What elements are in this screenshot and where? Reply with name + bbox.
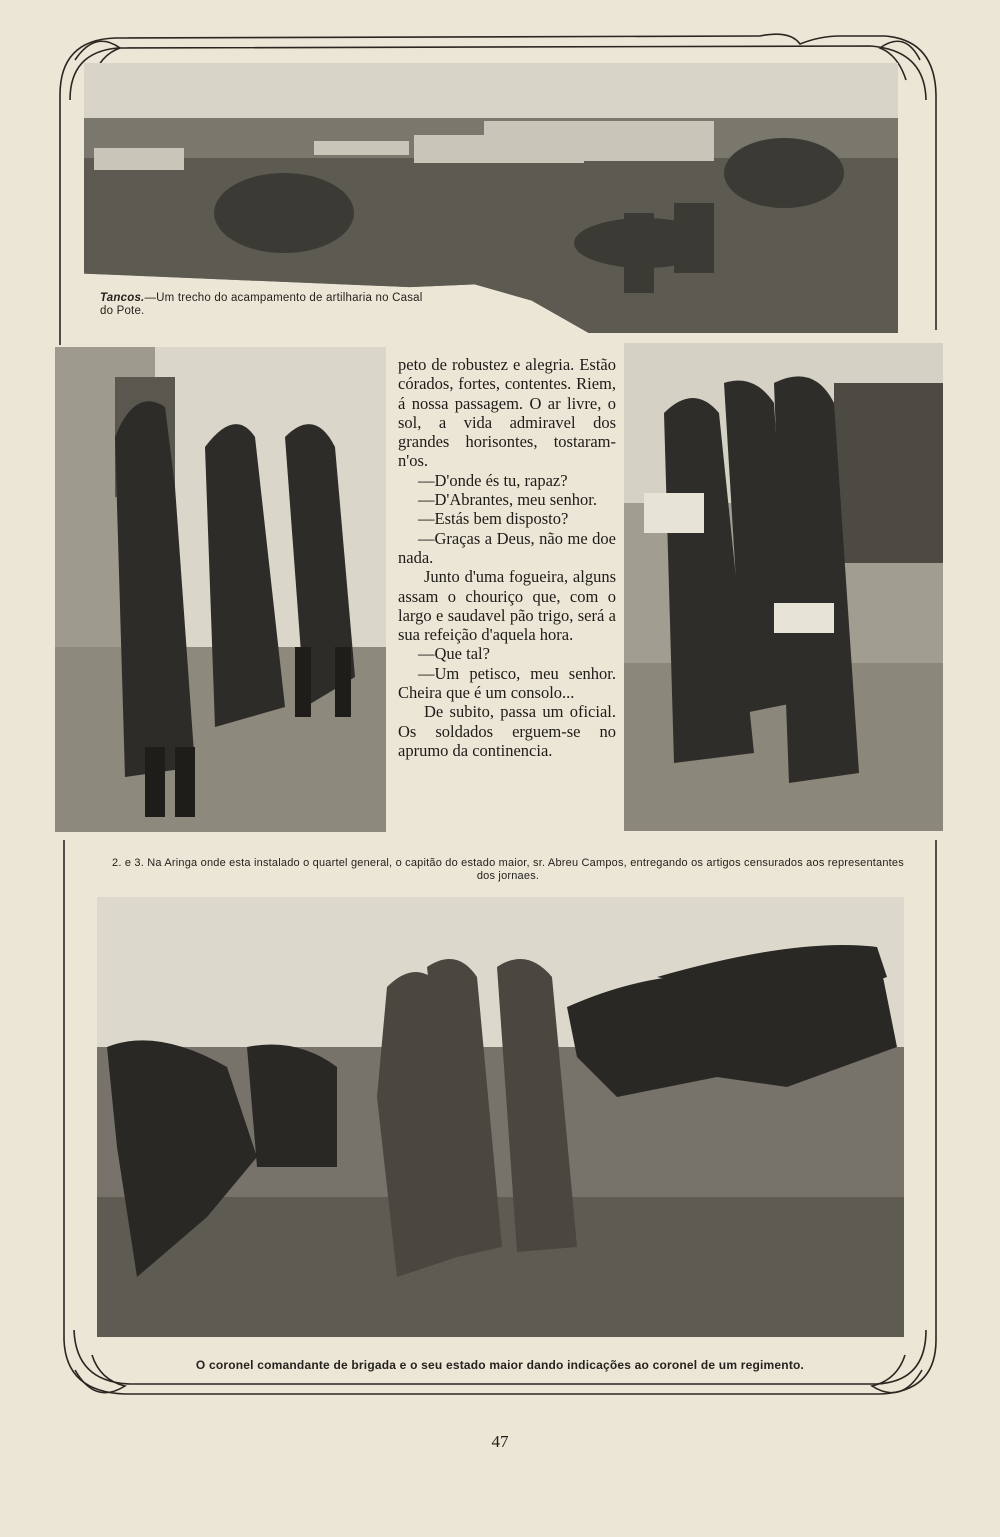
- photo-officer-with-reporters: [55, 347, 386, 832]
- article-dialogue-1: —D'onde és tu, rapaz?: [418, 470, 568, 490]
- article-paragraph-1: peto de robustez e alegria. Estão córados, fortes, contentes. Riem, á nossa passagem. O ar livre, o sol, a vida admiravel dos grandes horisontes, tostaram-n'os.: [398, 355, 616, 471]
- article-dialogue-3: —Estás bem disposto?: [418, 509, 569, 529]
- caption-aringa: 2. e 3. Na Aringa onde esta instalado o quartel general, o capitão do estado maior, sr. Abreu Campos, entregando os artigos censurados aos representantes dos jornaes.: [112, 857, 904, 882]
- article-column: [398, 355, 616, 760]
- article-paragraph-3: De subito, passa um oficial. Os soldados erguem-se no aprumo da continencia.: [398, 702, 616, 760]
- caption-camp: [100, 292, 430, 318]
- article-dialogue-5: —Que tal?: [418, 644, 490, 664]
- article-paragraph-2: Junto d'uma fogueira, alguns assam o chouriço que, com o largo e saudavel pão trigo, será a sua refeição d'aquela hora.: [398, 567, 616, 645]
- page-number: 47: [491, 1432, 509, 1451]
- photo-officer-handing-articles: [624, 343, 943, 831]
- caption-text: —Um trecho do acampamento de artilharia no Casal do Pote.: [100, 292, 423, 317]
- article-dialogue-6: —Um petisco, meu senhor. Cheira que é um consolo...: [398, 663, 616, 703]
- article-dialogue-2: —D'Abrantes, meu senhor.: [418, 490, 597, 510]
- caption-lead: Tancos.: [100, 292, 145, 304]
- article-dialogue-4: —Graças a Deus, não me doe nada.: [398, 528, 616, 567]
- photo-colonel-with-horses: [97, 897, 904, 1337]
- caption-colonel: O coronel comandante de brigada e o seu estado maior dando indicações ao coronel de um regimento.: [195, 1358, 805, 1372]
